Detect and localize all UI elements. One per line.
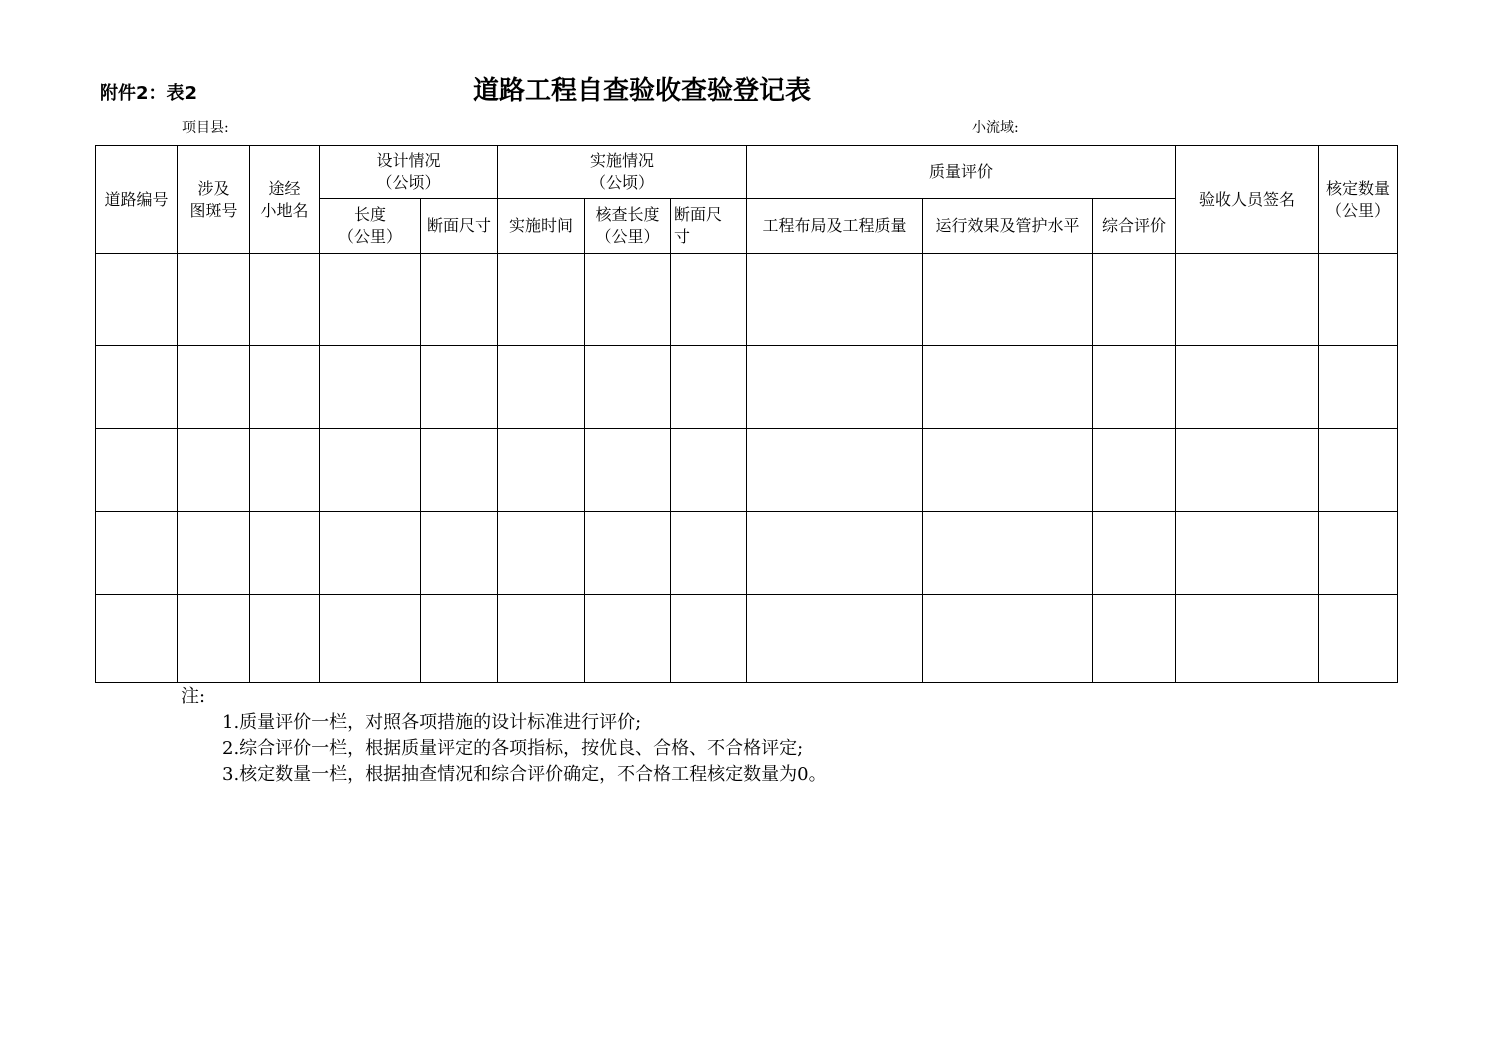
table-row [96, 346, 1398, 429]
group-quality: 质量评价 [747, 146, 1176, 199]
registration-table [95, 145, 1398, 683]
basin-label: 小流域: [972, 120, 1019, 136]
table-cell[interactable] [250, 429, 320, 512]
table-cell[interactable] [178, 595, 250, 683]
table-cell[interactable] [585, 346, 671, 429]
header-row-1 [96, 146, 1398, 199]
sub-layout-quality: 工程布局及工程质量 [747, 199, 923, 254]
table-cell[interactable] [585, 512, 671, 595]
col-approved-quantity: 核定数量 （公里） [1319, 146, 1398, 254]
table-cell[interactable] [498, 595, 585, 683]
table-cell[interactable] [1319, 512, 1398, 595]
group-design: 设计情况 （公顷） [320, 146, 498, 199]
table-cell[interactable] [250, 595, 320, 683]
col-inspector-signature: 验收人员签名 [1176, 146, 1319, 254]
table-cell[interactable] [320, 429, 421, 512]
table-cell[interactable] [585, 254, 671, 346]
table-cell[interactable] [421, 346, 498, 429]
table-cell[interactable] [421, 254, 498, 346]
table-cell[interactable] [747, 595, 923, 683]
table-cell[interactable] [250, 254, 320, 346]
table-cell[interactable] [320, 254, 421, 346]
table-cell[interactable] [671, 595, 747, 683]
table-cell[interactable] [498, 429, 585, 512]
table-cell[interactable] [671, 512, 747, 595]
sub-design-length: 长度 （公里） [320, 199, 421, 254]
table-cell[interactable] [1093, 512, 1176, 595]
col-patch-id: 涉及 图斑号 [178, 146, 250, 254]
table-cell[interactable] [747, 429, 923, 512]
table-cell[interactable] [498, 254, 585, 346]
group-implementation: 实施情况 （公顷） [498, 146, 747, 199]
col-road-id: 道路编号 [96, 146, 178, 254]
table-cell[interactable] [1319, 595, 1398, 683]
table-cell[interactable] [747, 346, 923, 429]
table-cell[interactable] [421, 595, 498, 683]
table-cell[interactable] [1176, 346, 1319, 429]
table-cell[interactable] [96, 595, 178, 683]
table-cell[interactable] [178, 254, 250, 346]
table-cell[interactable] [96, 429, 178, 512]
note-item: 1.质量评价一栏，对照各项措施的设计标准进行评价; [222, 712, 642, 733]
table-row [96, 254, 1398, 346]
table-cell[interactable] [250, 512, 320, 595]
table-cell[interactable] [250, 346, 320, 429]
table-cell[interactable] [1093, 254, 1176, 346]
note-item: 2.综合评价一栏，根据质量评定的各项指标，按优良、合格、不合格评定; [222, 738, 804, 759]
table-cell[interactable] [1176, 429, 1319, 512]
table-cell[interactable] [96, 346, 178, 429]
table-cell[interactable] [1176, 254, 1319, 346]
table-cell[interactable] [96, 512, 178, 595]
table-cell[interactable] [1093, 429, 1176, 512]
col-place-name: 途经 小地名 [250, 146, 320, 254]
table-cell[interactable] [320, 512, 421, 595]
table-cell[interactable] [1319, 429, 1398, 512]
table-cell[interactable] [923, 254, 1093, 346]
table-cell[interactable] [421, 429, 498, 512]
note-item: 3.核定数量一栏，根据抽查情况和综合评价确定，不合格工程核定数量为0。 [222, 764, 827, 785]
table-row [96, 595, 1398, 683]
table-cell[interactable] [421, 512, 498, 595]
table-cell[interactable] [671, 254, 747, 346]
attachment-label: 附件2：表2 [100, 83, 198, 104]
table-cell[interactable] [178, 429, 250, 512]
table-cell[interactable] [1176, 595, 1319, 683]
table-row [96, 512, 1398, 595]
table-cell[interactable] [923, 346, 1093, 429]
sub-impl-time: 实施时间 [498, 199, 585, 254]
table-cell[interactable] [671, 346, 747, 429]
table-cell[interactable] [178, 346, 250, 429]
county-label: 项目县: [182, 120, 229, 136]
table-cell[interactable] [1319, 254, 1398, 346]
table-cell[interactable] [747, 254, 923, 346]
sub-check-length: 核查长度 （公里） [585, 199, 671, 254]
sub-design-section: 断面尺寸 [421, 199, 498, 254]
table-cell[interactable] [1093, 346, 1176, 429]
form-title: 道路工程自查验收查验登记表 [472, 76, 811, 106]
sub-impl-section: 断面尺 寸 [671, 199, 747, 254]
table-cell[interactable] [320, 595, 421, 683]
table-cell[interactable] [320, 346, 421, 429]
table-cell[interactable] [585, 595, 671, 683]
table-row [96, 429, 1398, 512]
table-cell[interactable] [178, 512, 250, 595]
table-cell[interactable] [585, 429, 671, 512]
table-cell[interactable] [923, 429, 1093, 512]
notes-section [181, 684, 827, 788]
table-cell[interactable] [671, 429, 747, 512]
table-cell[interactable] [1093, 595, 1176, 683]
sub-overall-evaluation: 综合评价 [1093, 199, 1176, 254]
table-cell[interactable] [498, 512, 585, 595]
table-cell[interactable] [923, 512, 1093, 595]
table-cell[interactable] [1176, 512, 1319, 595]
table-cell[interactable] [923, 595, 1093, 683]
notes-label: 注: [181, 686, 206, 707]
table-cell[interactable] [96, 254, 178, 346]
table-cell[interactable] [498, 346, 585, 429]
table-cell[interactable] [747, 512, 923, 595]
sub-effect-management: 运行效果及管护水平 [923, 199, 1093, 254]
table-cell[interactable] [1319, 346, 1398, 429]
